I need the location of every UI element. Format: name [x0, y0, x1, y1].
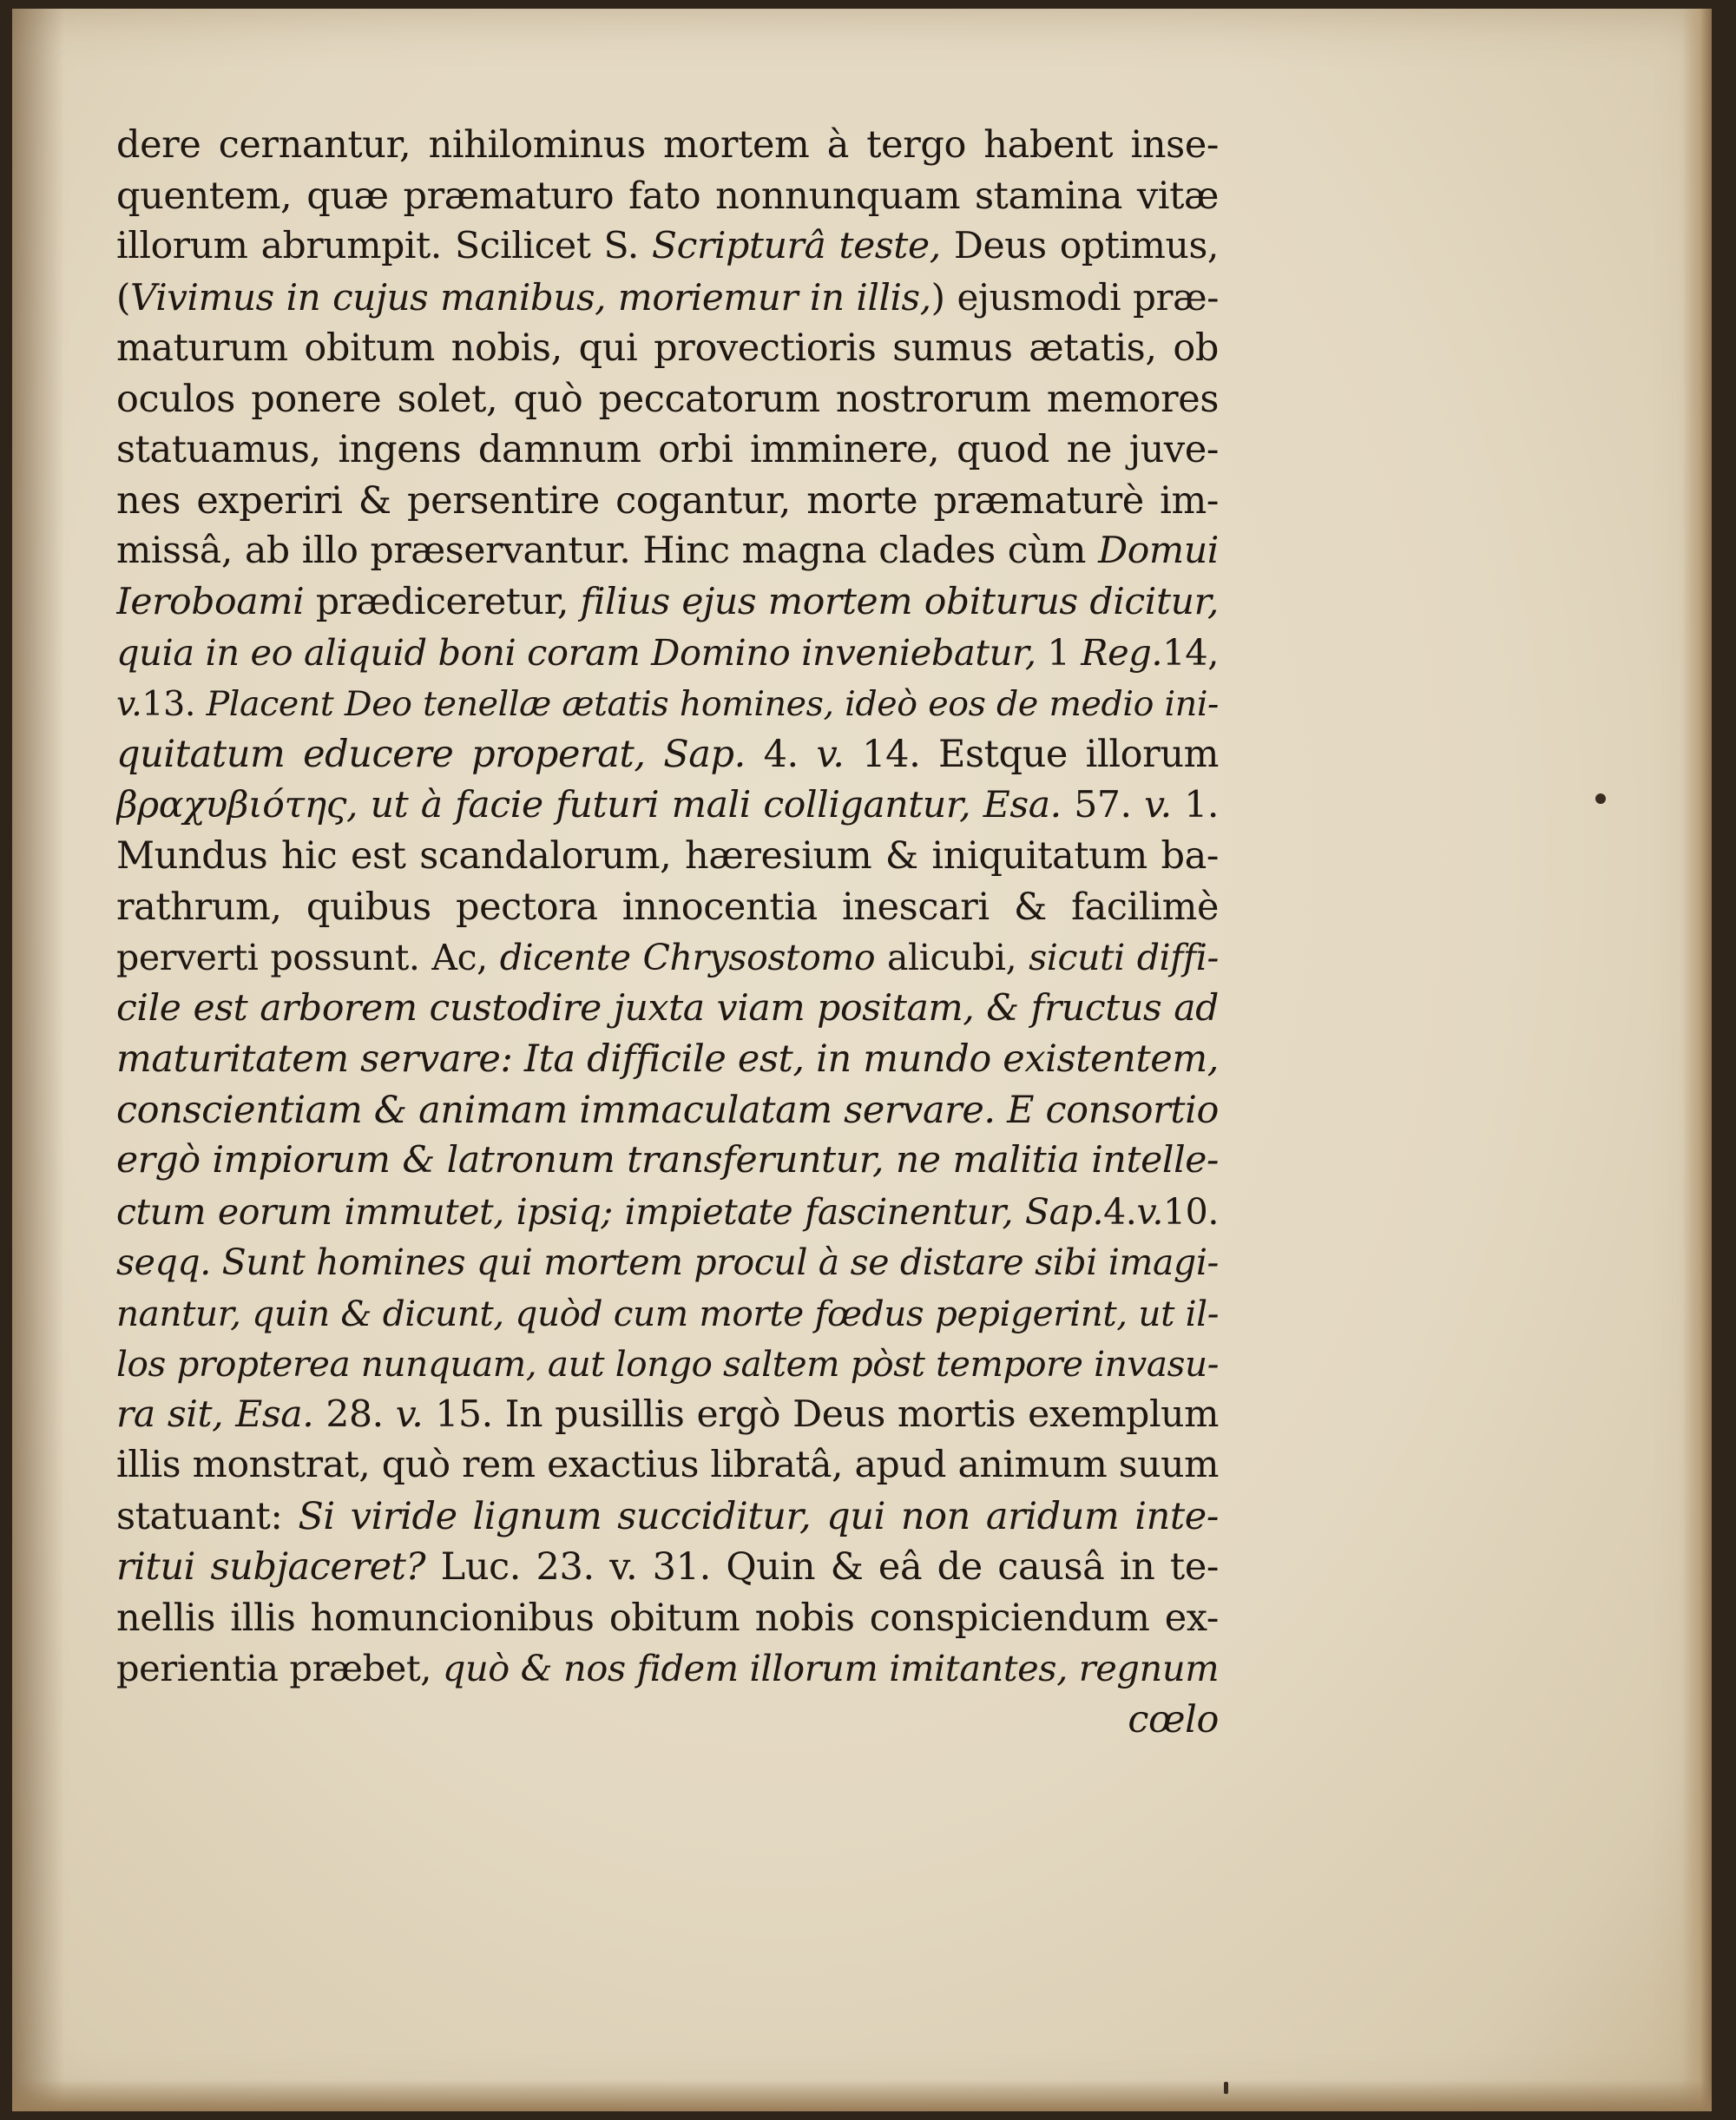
italic-text-segment: quia in eo aliquid boni coram Domino inveniebatur,	[116, 631, 1036, 674]
italic-text-segment: v.	[1144, 783, 1172, 826]
page-edge-right	[1682, 9, 1712, 2111]
text-segment: illis monstrat, quò rem exactius libratâ, apud animum suum	[116, 1444, 1219, 1486]
italic-text-segment: Sap.	[663, 733, 746, 776]
text-segment: maturum obitum nobis, qui provectioris sumus ætatis, ob	[116, 326, 1219, 370]
text-segment	[358, 784, 370, 826]
text-line	[116, 1491, 1219, 1543]
italic-text-segment: seqq. Sunt homines qui mortem procul à se distare sibi imagi-	[116, 1241, 1219, 1283]
text-segment: Deus optimus,	[940, 225, 1219, 267]
text-line	[116, 984, 1219, 1035]
text-segment: statuant:	[116, 1494, 299, 1538]
text-segment: 1.	[1171, 783, 1219, 826]
text-segment: dere cernantur, nihilominus mortem à tergo habent inse-	[116, 123, 1219, 167]
italic-text-segment: ctum eorum immutet, ipsiq; impietate fascinentur,	[116, 1190, 1014, 1233]
italic-text-segment: ritui subjaceret?	[116, 1545, 426, 1589]
italic-text-segment: ergò impiorum & latronum transferuntur, ne malitia intelle-	[116, 1139, 1219, 1182]
italic-text-segment: v.	[116, 683, 142, 724]
text-line	[116, 1339, 1219, 1390]
italic-text-segment: conscientiam & animam immaculatam servare. E consortio	[116, 1088, 1219, 1132]
text-line	[116, 1390, 1219, 1441]
text-line	[116, 628, 1219, 679]
text-segment: illorum abrumpit. Scilicet S.	[116, 225, 652, 267]
italic-text-segment: ut à facie futuri mali colligantur,	[370, 783, 971, 826]
text-segment: 1	[1036, 631, 1082, 674]
italic-text-segment: quitatum educere properat,	[116, 733, 646, 776]
text-segment: prædiceretur,	[304, 580, 581, 623]
text-line	[116, 1085, 1219, 1136]
text-segment: 13.	[141, 683, 207, 724]
text-segment: nes experiri & persentire cogantur, morte præmaturè im-	[116, 478, 1219, 523]
text-line	[116, 729, 1219, 780]
italic-text-segment: maturitatem servare: Ita difficile est, in mundo existentem,	[116, 1037, 1219, 1081]
text-segment: ) ejusmodi præ-	[930, 275, 1219, 319]
text-line	[116, 273, 1219, 324]
text-line	[116, 1187, 1219, 1238]
page-edge-bottom	[12, 2080, 1712, 2111]
italic-text-segment: Esa.	[235, 1392, 314, 1436]
italic-text-segment: Placent Deo tenellæ ætatis homines, ideò eos de medio ini-	[206, 683, 1219, 724]
text-segment: (	[116, 275, 130, 319]
text-segment	[970, 784, 983, 826]
text-segment: statuamus, ingens damnum orbi imminere, quod ne juve-	[116, 428, 1219, 471]
italic-text-segment: Reg.	[1081, 631, 1163, 674]
text-line	[116, 1136, 1219, 1187]
italic-text-segment: βραχυβιότης,	[116, 783, 358, 826]
text-line	[116, 831, 1219, 882]
text-line	[116, 577, 1219, 629]
text-segment: oculos ponere solet, quò peccatorum nostrorum memores	[116, 377, 1219, 421]
text-segment: 10.	[1162, 1190, 1219, 1233]
text-line	[116, 1542, 1219, 1593]
italic-text-segment: v.	[1136, 1190, 1163, 1233]
italic-text-segment: v.	[816, 733, 845, 776]
text-line	[116, 374, 1219, 425]
text-segment: 15. In pusillis ergò Deus mortis exemplum	[423, 1392, 1219, 1436]
text-segment: alicubi,	[875, 937, 1029, 978]
ink-speck	[1224, 2082, 1228, 2094]
text-segment: perverti possunt. Ac,	[116, 937, 500, 978]
italic-text-segment: Esa.	[983, 783, 1062, 826]
text-segment: 57.	[1061, 783, 1145, 826]
italic-text-segment: Si viride lignum succiditur, qui non aridum inte-	[298, 1494, 1219, 1538]
text-segment: quentem, quæ præmaturo fato nonnunquam stamina vitæ	[116, 174, 1219, 218]
text-segment: 14,	[1162, 631, 1219, 674]
text-line	[116, 120, 1219, 171]
ink-speck	[1595, 793, 1606, 804]
text-line	[116, 1643, 1219, 1695]
text-segment: nellis illis homuncionibus obitum nobis conspiciendum ex-	[116, 1596, 1219, 1640]
italic-text-segment: quò & nos fidem illorum imitantes, regnum	[442, 1647, 1219, 1689]
text-line	[116, 476, 1219, 527]
italic-text-segment: Vivimus in cujus manibus, moriemur in illis,	[130, 275, 931, 319]
text-line	[116, 526, 1219, 577]
italic-text-segment: ra sit,	[116, 1392, 224, 1436]
text-segment: Luc. 23. v. 31. Quin & eâ de causâ in te-	[425, 1545, 1219, 1589]
text-segment: missâ, ab illo præservantur. Hinc magna clades cùm	[116, 530, 1099, 572]
text-line	[116, 1440, 1219, 1491]
text-segment: 4.	[1103, 1190, 1137, 1233]
text-segment: 28.	[313, 1392, 396, 1436]
italic-text-segment: v.	[395, 1392, 424, 1436]
book-page	[12, 9, 1712, 2111]
italic-text-segment: cile est arborem custodire juxta viam positam, & fructus ad	[116, 986, 1219, 1030]
italic-text-segment: Sap.	[1024, 1190, 1104, 1233]
text-line	[116, 1034, 1219, 1085]
text-segment: 14. Estque illorum	[844, 733, 1219, 776]
text-line	[116, 1593, 1219, 1644]
text-line	[116, 425, 1219, 476]
text-segment: 4.	[745, 733, 817, 776]
text-line	[116, 780, 1219, 832]
text-segment: perientia præbet,	[116, 1647, 443, 1689]
text-line	[116, 882, 1219, 933]
text-line	[116, 1237, 1219, 1288]
text-segment	[1013, 1191, 1025, 1233]
catchword: cœlo	[1128, 1697, 1219, 1741]
italic-text-segment: Ieroboami	[116, 580, 305, 623]
text-line	[116, 1288, 1219, 1340]
text-segment: Mundus hic est scandalorum, hæresium & iniquitatum ba-	[116, 834, 1219, 878]
italic-text-segment: Domui	[1098, 530, 1219, 572]
main-text-block	[116, 120, 1219, 1745]
text-line	[116, 323, 1219, 374]
text-line	[116, 932, 1219, 984]
text-line	[116, 679, 1219, 730]
italic-text-segment: filius ejus mortem obiturus dicitur,	[580, 580, 1219, 623]
text-segment: rathrum, quibus pectora innocentia inescari & facilimè	[116, 885, 1219, 929]
italic-text-segment: nantur, quin & dicunt, quòd cum morte fœdus pepigerint, ut il-	[116, 1292, 1219, 1334]
text-line	[116, 171, 1219, 222]
italic-text-segment: dicente Chrysostomo	[499, 937, 876, 978]
italic-text-segment: los propterea nunquam, aut longo saltem pòst tempore invasu-	[116, 1343, 1219, 1385]
gutter-shadow	[12, 9, 64, 2111]
text-segment	[646, 733, 664, 776]
italic-text-segment: sicuti diffi-	[1029, 937, 1219, 978]
italic-text-segment: Scripturâ teste,	[651, 225, 941, 267]
text-segment	[223, 1393, 235, 1436]
text-line	[116, 221, 1219, 273]
